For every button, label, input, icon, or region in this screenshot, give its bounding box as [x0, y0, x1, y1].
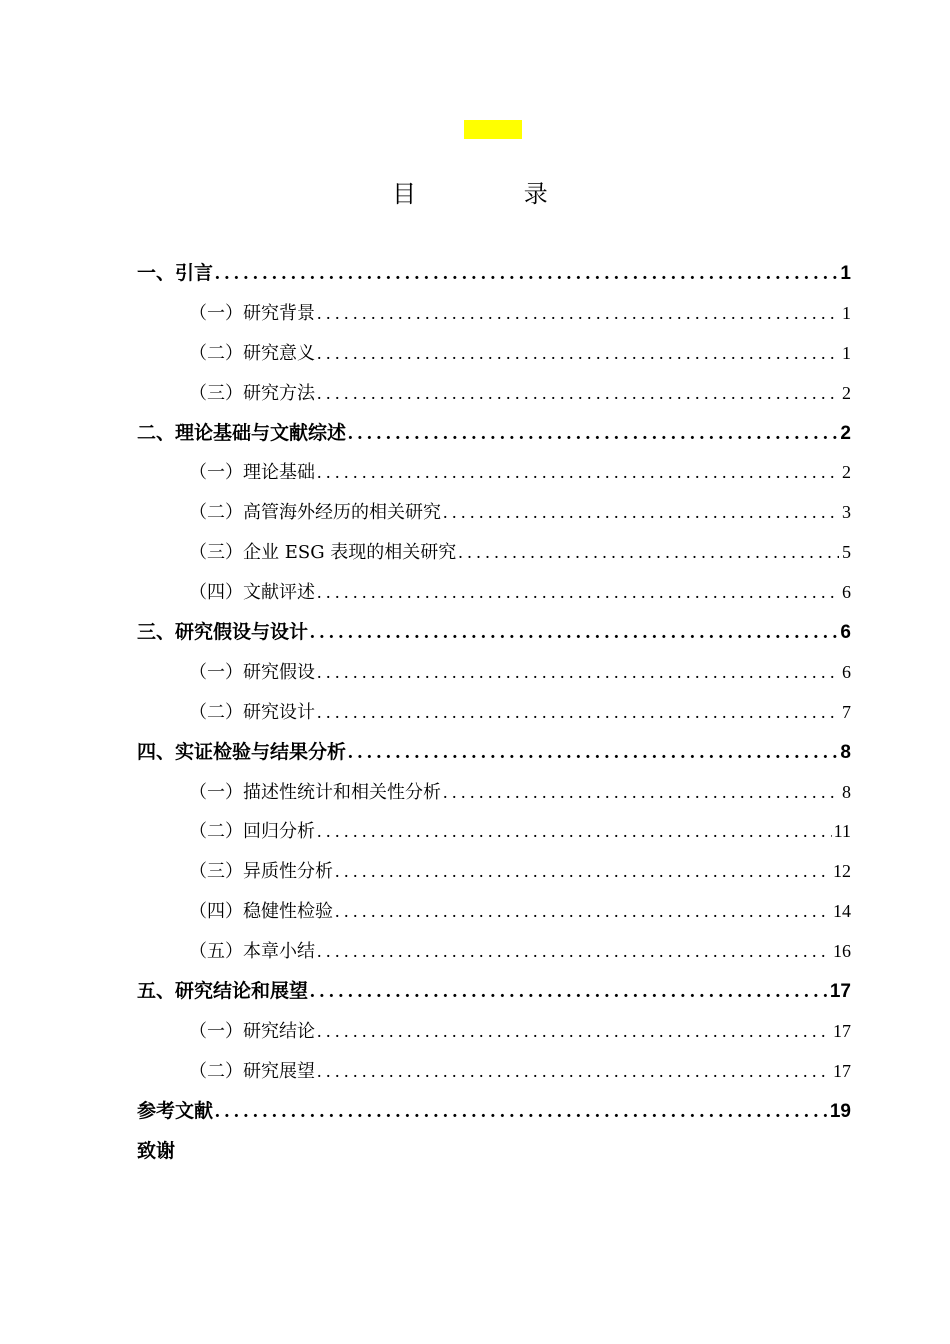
toc-dot-leader: [215, 1092, 828, 1132]
yellow-highlight-mark: [464, 120, 522, 139]
toc-entry-section[interactable]: [137, 773, 851, 813]
toc-entry-title: （三）研究方法: [189, 382, 315, 404]
toc-dot-leader: [317, 693, 839, 733]
toc-entry-title: 致谢: [137, 1139, 176, 1162]
toc-entry-section[interactable]: [137, 294, 851, 334]
toc-page-number: 6: [842, 582, 851, 603]
toc-dot-leader: [335, 852, 831, 892]
toc-dot-leader: [215, 254, 838, 294]
toc-page-number: 17: [833, 1020, 851, 1041]
toc-dot-leader: [317, 1012, 831, 1052]
toc-dot-leader: [310, 972, 828, 1012]
toc-dot-leader: [335, 892, 831, 932]
toc-page-number: 19: [829, 1100, 851, 1122]
toc-entry-section[interactable]: [137, 693, 851, 733]
toc-entry-section[interactable]: [137, 653, 851, 693]
toc-dot-leader: [317, 653, 839, 693]
toc-entry-section[interactable]: [137, 374, 851, 414]
toc-entry-chapter[interactable]: [137, 254, 851, 294]
toc-page-number: 3: [842, 502, 851, 523]
toc-entry-section[interactable]: [137, 334, 851, 374]
toc-entry-title: （一）理论基础: [189, 462, 315, 484]
toc-dot-leader: [317, 294, 839, 334]
toc-page-number: 7: [842, 701, 851, 722]
toc-entry-section[interactable]: [137, 1012, 851, 1052]
toc-dot-leader: [317, 374, 839, 414]
toc-dot-leader: [317, 334, 839, 374]
toc-entry-chapter[interactable]: [137, 414, 851, 454]
toc-dot-leader: [348, 733, 838, 773]
toc-entry-title: （四）文献评述: [189, 582, 315, 604]
toc-entry-section[interactable]: [137, 812, 851, 852]
toc-entry-title: （一）描述性统计和相关性分析: [189, 781, 441, 803]
toc-entry-title: （二）回归分析: [189, 821, 315, 843]
toc-entry-section[interactable]: [137, 453, 851, 493]
toc-page-number: 16: [833, 941, 851, 962]
toc-entry-section[interactable]: [137, 852, 851, 892]
toc-page-number: 5: [842, 542, 851, 563]
toc-page-number: 17: [833, 1060, 851, 1081]
toc-page-number: 11: [833, 821, 851, 842]
toc-entry-section[interactable]: [137, 1052, 851, 1092]
toc-entry-section[interactable]: [137, 932, 851, 972]
toc-entry-title: （二）研究意义: [189, 342, 315, 364]
toc-dot-leader: [317, 453, 839, 493]
toc-page-number: 8: [840, 741, 851, 763]
toc-page-number: 2: [840, 422, 851, 444]
toc-page-number: 6: [842, 661, 851, 682]
toc-entry-chapter[interactable]: [137, 733, 851, 773]
toc-entry-section[interactable]: [137, 493, 851, 533]
toc-entry-title: （三）异质性分析: [189, 861, 333, 883]
toc-entry-title: 二、理论基础与文献综述: [137, 421, 347, 444]
toc-entry-chapter[interactable]: [137, 1132, 851, 1172]
toc-entry-chapter[interactable]: [137, 613, 851, 653]
table-of-contents: [137, 254, 851, 1171]
toc-page-number: 17: [829, 981, 851, 1003]
toc-page-number: 8: [842, 781, 851, 802]
toc-entry-title: 一、引言: [137, 262, 214, 284]
toc-page-number: 14: [833, 901, 851, 922]
toc-entry-title: （二）研究展望: [189, 1060, 315, 1082]
toc-entry-title: （五）本章小结: [189, 941, 315, 963]
page-title: 目 录: [392, 180, 598, 208]
toc-entry-section[interactable]: [137, 892, 851, 932]
toc-entry-title: （三）企业 ESG 表现的相关研究: [189, 542, 457, 564]
toc-entry-title: （一）研究假设: [189, 661, 315, 683]
toc-page-number: 2: [842, 382, 851, 403]
toc-dot-leader: [317, 932, 831, 972]
toc-entry-title: （一）研究背景: [189, 302, 315, 324]
toc-entry-title: 三、研究假设与设计: [137, 621, 309, 644]
toc-dot-leader: [443, 493, 839, 533]
toc-entry-title: （二）研究设计: [189, 701, 315, 723]
toc-entry-section[interactable]: [137, 573, 851, 613]
toc-page-number: 1: [840, 263, 851, 284]
toc-entry-title: （四）稳健性检验: [189, 901, 333, 923]
toc-page-number: 1: [842, 302, 851, 323]
toc-entry-title: （一）研究结论: [189, 1020, 315, 1042]
toc-dot-leader: [443, 773, 839, 813]
toc-entry-section[interactable]: [137, 533, 851, 573]
toc-page-number: 2: [842, 462, 851, 483]
toc-dot-leader: [317, 573, 839, 613]
toc-dot-leader: [317, 1052, 831, 1092]
toc-entry-title: 参考文献: [137, 1099, 214, 1122]
toc-dot-leader: [317, 812, 832, 852]
toc-entry-title: （二）高管海外经历的相关研究: [189, 502, 441, 524]
toc-entry-title: 五、研究结论和展望: [137, 980, 309, 1003]
toc-dot-leader: [310, 613, 838, 653]
toc-dot-leader: [348, 414, 838, 454]
toc-page-number: 6: [840, 622, 851, 644]
toc-dot-leader: [458, 533, 839, 573]
toc-entry-chapter[interactable]: [137, 1092, 851, 1132]
toc-entry-title: 四、实证检验与结果分析: [137, 740, 347, 763]
toc-page-number: 1: [842, 342, 851, 363]
toc-entry-chapter[interactable]: [137, 972, 851, 1012]
toc-page-number: 12: [833, 861, 851, 882]
